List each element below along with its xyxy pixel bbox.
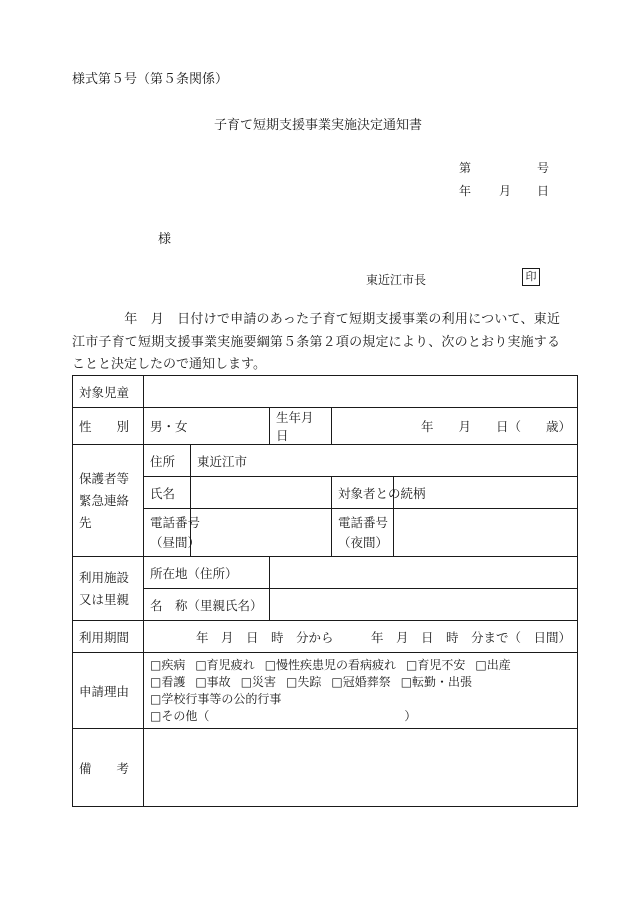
reason-other-close: ） <box>404 708 417 723</box>
reason-illness[interactable]: □疾病 <box>150 657 186 672</box>
period-value[interactable]: 年 月 日 時 分から 年 月 日 時 分まで（ 日間） <box>144 621 578 653</box>
reason-accident[interactable]: □事故 <box>195 674 231 689</box>
reason-fatigue[interactable]: □育児疲れ <box>195 657 255 672</box>
child-value[interactable] <box>144 376 578 408</box>
sex-value[interactable]: 男・女 <box>144 408 270 445</box>
doc-number-label: 第 <box>459 161 472 175</box>
phone-night-label-line2: （夜間） <box>338 534 389 550</box>
phone-night-label <box>332 509 394 557</box>
period-label: 利用期間 <box>73 621 144 653</box>
reason-anxiety[interactable]: □育児不安 <box>406 657 466 672</box>
document-title: 子育て短期支援事業実施決定通知書 <box>214 118 423 133</box>
name-value[interactable] <box>191 477 332 509</box>
guardian-label: 保護者等緊急連絡先 <box>73 445 144 557</box>
reason-disaster[interactable]: □災害 <box>240 674 277 689</box>
addressee-suffix: 様 <box>158 232 172 247</box>
seal-stamp: 印 <box>522 268 540 286</box>
facility-label-line1: 利用施設 <box>79 569 130 585</box>
reason-ceremony[interactable]: □冠婚葬祭 <box>331 674 391 689</box>
date-year: 年 <box>459 184 472 198</box>
facility-label <box>73 557 144 621</box>
location-label: 所在地（住所） <box>144 557 270 589</box>
body-text: 年 月 日付けで申請のあった子育て短期支援事業の利用について、東近江市子育て短期支援事業実施要綱第５条第２項の規定により、次のとおり実施することと決定したので通知します。 <box>72 312 560 372</box>
name-label: 氏名 <box>144 477 191 509</box>
form-number: 様式第５号（第５条関係） <box>72 72 229 87</box>
reason-other[interactable]: □その他（ <box>150 708 210 723</box>
child-label: 対象児童 <box>73 376 144 408</box>
reason-line-4 <box>150 708 571 725</box>
reason-school-event[interactable]: □学校行事等の公的行事 <box>150 691 282 706</box>
phone-day-label-line1: 電話番号 <box>150 514 201 530</box>
sex-label: 性 別 <box>73 408 144 445</box>
date-day: 日 <box>537 184 550 198</box>
doc-number-suffix: 号 <box>537 161 550 175</box>
facility-name-value[interactable] <box>270 589 578 621</box>
date-month: 月 <box>499 184 512 198</box>
location-value[interactable] <box>270 557 578 589</box>
body-paragraph <box>72 309 560 377</box>
facility-label-line2: 又は里親 <box>79 591 130 607</box>
decision-table <box>72 375 578 807</box>
reason-line-3 <box>150 691 571 708</box>
relation-label: 対象者との続柄 <box>332 477 394 509</box>
remarks-value[interactable] <box>144 729 578 807</box>
phone-night-value[interactable] <box>394 509 578 557</box>
address-label: 住所 <box>144 445 191 477</box>
reason-missing[interactable]: □失踪 <box>286 674 322 689</box>
phone-night-label-line1: 電話番号 <box>338 514 389 530</box>
birth-label: 生年月日 <box>270 408 332 445</box>
reason-options <box>144 653 578 729</box>
reason-label: 申請理由 <box>73 653 144 729</box>
birth-value[interactable]: 年 月 日（ 歳） <box>332 408 578 445</box>
phone-day-label-line2: （昼間） <box>150 534 201 550</box>
address-value[interactable]: 東近江市 <box>191 445 578 477</box>
facility-name-label: 名 称（里親氏名） <box>144 589 270 621</box>
reason-chronic-care[interactable]: □慢性疾患児の看病疲れ <box>264 657 397 672</box>
phone-day-label <box>144 509 201 557</box>
reason-transfer[interactable]: □転勤・出張 <box>400 674 473 689</box>
remarks-label: 備 考 <box>73 729 144 807</box>
phone-day-value[interactable] <box>191 509 332 557</box>
reason-line-1 <box>150 657 571 674</box>
issuer-name: 東近江市長 <box>366 273 427 287</box>
reason-childbirth[interactable]: □出産 <box>475 657 511 672</box>
reason-line-2 <box>150 674 571 691</box>
reason-nursing[interactable]: □看護 <box>150 674 186 689</box>
